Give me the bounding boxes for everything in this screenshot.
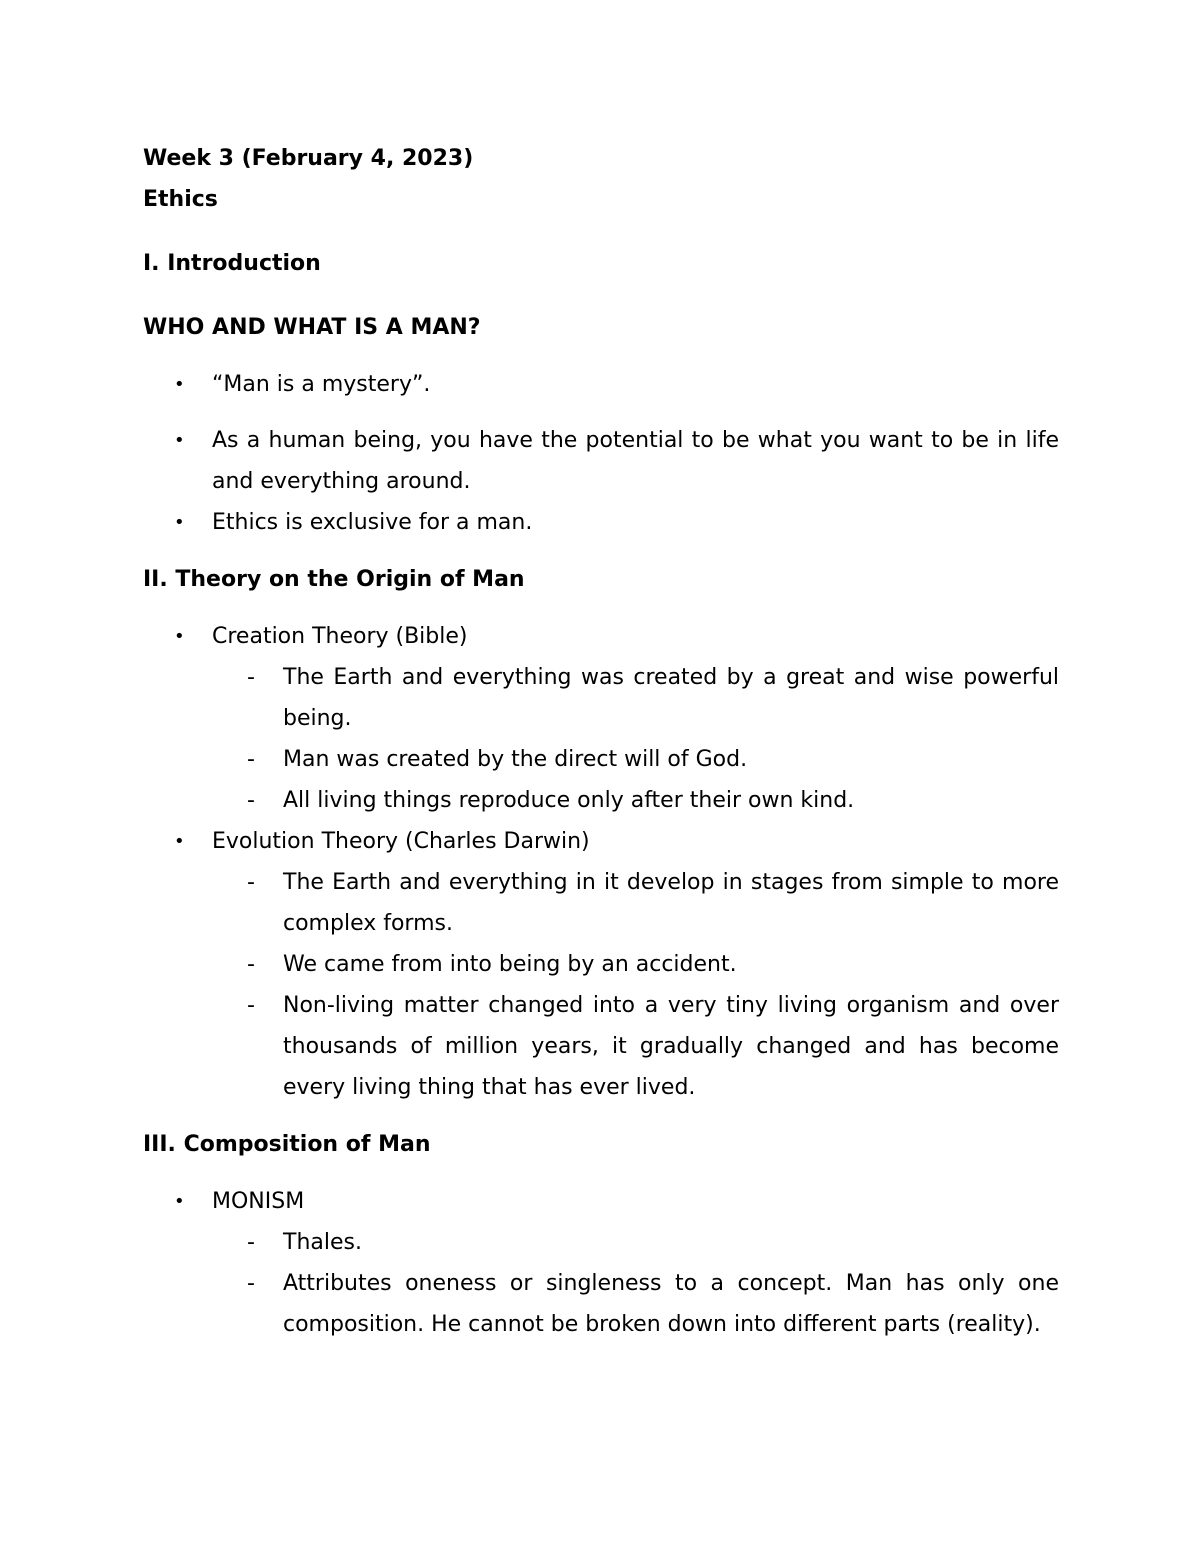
list-item [143, 364, 1059, 405]
section-1-title: I. Introduction [143, 251, 321, 276]
sub-list-item [143, 657, 1059, 739]
list-item-text: As a human being, you have the potential to be what you want to be in life and everything around. [212, 428, 1059, 494]
list-item-text: MONISM [212, 1189, 305, 1214]
spacer [143, 284, 1059, 307]
spacer [143, 405, 1059, 420]
sub-list-item-text: Thales. [283, 1230, 362, 1255]
dash-icon: - [247, 788, 255, 813]
dash-icon: - [247, 747, 255, 772]
subject-heading: Ethics [143, 187, 218, 212]
dash-icon: - [247, 870, 255, 895]
dash-icon: - [247, 1230, 255, 1255]
list-item [143, 502, 1059, 543]
list-item-text: Evolution Theory (Charles Darwin) [212, 829, 590, 854]
sub-list-item [143, 862, 1059, 944]
spacer [143, 600, 1059, 616]
list-item-text: “Man is a mystery”. [212, 372, 431, 397]
spacer [143, 220, 1059, 243]
list-item-text: Creation Theory (Bible) [212, 624, 468, 649]
sub-list-item-text: Non-living matter changed into a very tiny living organism and over thousands of million years, it gradually changed and has become every living thing that has ever lived. [283, 993, 1059, 1100]
sub-list-item [143, 780, 1059, 821]
sub-list-item-text: The Earth and everything was created by a great and wise powerful being. [283, 665, 1059, 731]
bullet-icon: • [174, 1191, 185, 1212]
spacer [143, 543, 1059, 559]
section-3-title: III. Composition of Man [143, 1132, 431, 1157]
sub-list-item [143, 944, 1059, 985]
bullet-icon: • [174, 831, 185, 852]
dash-icon: - [247, 665, 255, 690]
list-item [143, 1181, 1059, 1222]
dash-icon: - [247, 993, 255, 1018]
spacer [143, 348, 1059, 364]
bullet-icon: • [174, 430, 185, 451]
bullet-icon: • [174, 374, 185, 395]
spacer [143, 1165, 1059, 1181]
sub-list-item-text: Man was created by the direct will of God. [283, 747, 748, 772]
document-page [143, 138, 1059, 1345]
list-item [143, 420, 1059, 502]
sub-list-item-text: We came from into being by an accident. [283, 952, 737, 977]
dash-icon: - [247, 952, 255, 977]
list-item [143, 821, 1059, 862]
list-item-text: Ethics is exclusive for a man. [212, 510, 533, 535]
section-2-title: II. Theory on the Origin of Man [143, 567, 525, 592]
sub-list-item [143, 985, 1059, 1108]
section-1-subtitle: WHO AND WHAT IS A MAN? [143, 315, 481, 340]
week-heading: Week 3 (February 4, 2023) [143, 146, 474, 171]
sub-list-item [143, 1222, 1059, 1263]
dash-icon: - [247, 1271, 255, 1296]
sub-list-item-text: Attributes oneness or singleness to a concept. Man has only one composition. He cannot be broken down into different parts (reality). [283, 1271, 1059, 1337]
list-item [143, 616, 1059, 657]
spacer [143, 1108, 1059, 1124]
sub-list-item-text: The Earth and everything in it develop in stages from simple to more complex forms. [283, 870, 1059, 936]
sub-list-item [143, 739, 1059, 780]
sub-list-item [143, 1263, 1059, 1345]
bullet-icon: • [174, 512, 185, 533]
sub-list-item-text: All living things reproduce only after their own kind. [283, 788, 855, 813]
bullet-icon: • [174, 626, 185, 647]
